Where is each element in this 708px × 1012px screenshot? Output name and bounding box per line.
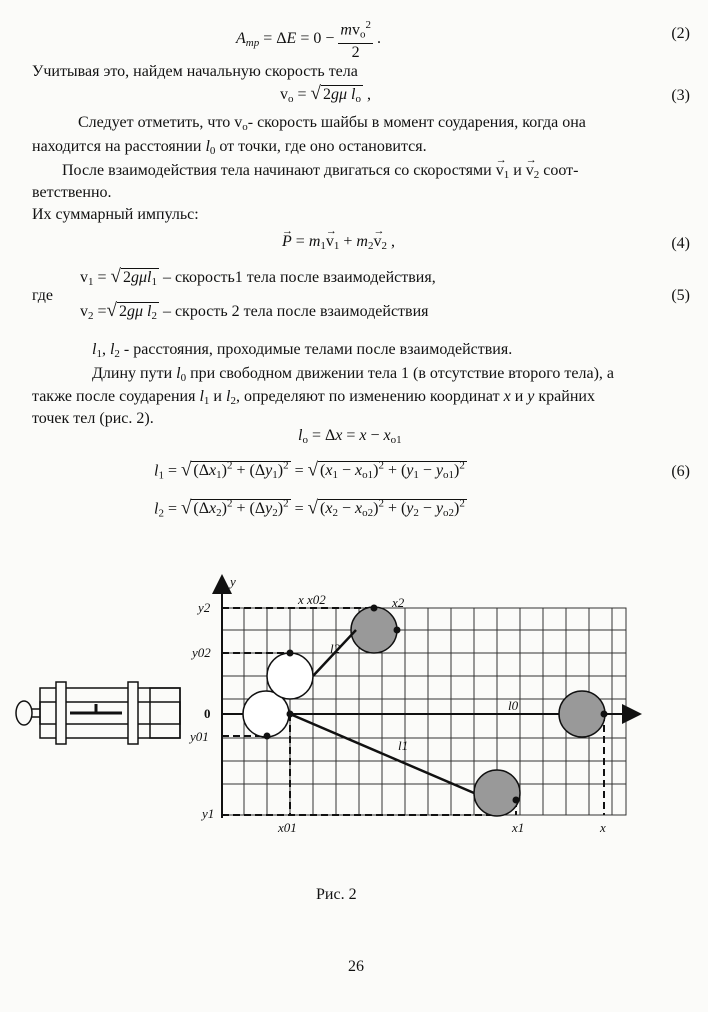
figure-caption: Рис. 2 — [316, 886, 357, 903]
paragraph-4: Их суммарный импульс: — [32, 206, 199, 223]
launcher-device-icon — [16, 682, 180, 744]
label-y2: y2 — [198, 600, 211, 615]
paragraph-2-line-1: Следует отметить, что $v_o-$ скорость шайбы в момент соударения, когда она — [78, 114, 586, 133]
equation-5-line-2: $v_2$ =√ 2gμ $l_2$ – скрость 2 тела после взаимодействия — [80, 300, 429, 322]
label-x2: x2 — [392, 595, 405, 610]
label-y-axis: y — [230, 574, 236, 589]
equation-3: $v_o$ = √ 2gμ $l_o$ , — [280, 83, 371, 105]
paragraph-3-line-1: После взаимодействия тела начинают двигаться со скоростями → $v_1$ $и \to v_2$ соот- — [62, 161, 578, 185]
equation-2: $A_{mp} = \Delta E = 0$ − $\frac{mv_o^2}{2}$ . — [236, 16, 381, 62]
body-2-final — [351, 607, 397, 653]
paragraph-6-line-3: точек тел (рис. 2). — [32, 410, 154, 427]
label-y02: y02 — [192, 645, 211, 660]
equation-4-number: (4) — [671, 235, 690, 252]
contact-points — [264, 605, 608, 804]
equation-6-number: (6) — [671, 463, 690, 480]
label-x: x — [600, 820, 606, 835]
paragraph-5: $l_1$, $l_2$ - расстояния, проходимые телами после взаимодействия. — [92, 341, 513, 360]
label-x1: x1 — [512, 820, 525, 835]
paragraph-6-line-1: Длину пути $l_0$ при свободном движении тела 1 (в отсутствие второго тела), а — [92, 365, 614, 384]
paragraph-2-line-2: находится на расстоянии $l_0$ от точки, где оно остановится. — [32, 138, 427, 157]
equation-6-line-3: $l_2$ = √ $(\Delta x_2)^2 + (\Delta y_2)^2$ = √ $(x_2 - x_{o2})^2 + (y_2 - y_{o2})^2$ — [154, 497, 465, 520]
label-x-x02: x x02 — [298, 592, 326, 607]
label-zero: 0 — [204, 706, 211, 721]
equation-2-number: (2) — [671, 25, 690, 42]
equation-6-line-1: $l_o = \Delta x = x - x_{o1}$ — [298, 427, 402, 446]
label-l0: l0 — [508, 698, 519, 713]
label-y1: y1 — [202, 806, 215, 821]
paragraph-3-line-2: ветственно. — [32, 184, 112, 201]
equation-6-line-2: $l_1$ = √ $(\Delta x_1)^2 + (\Delta y_1)^2$ = √ $(x_1 - x_{o1})^2 + (y_1 - y_{o1})^2$ — [154, 459, 465, 482]
body-1-free — [559, 691, 605, 737]
label-l1: l1 — [398, 738, 409, 753]
paragraph-6-line-2: также после соударения $l_1$ и $l_2$, определяют по изменению координат x и y крайних — [32, 388, 595, 407]
paragraph-1: Учитывая это, найдем начальную скорость тела — [32, 63, 358, 80]
page-number: 26 — [348, 958, 364, 975]
equation-3-number: (3) — [671, 87, 690, 104]
where-label: где — [32, 287, 54, 304]
body-2-initial — [267, 653, 313, 699]
label-y01: y01 — [190, 729, 209, 744]
body-1-final — [474, 770, 520, 816]
equation-5-number: (5) — [671, 287, 690, 304]
equation-4: → $P = m_1\to v_1 + m_2\to v_2$ , — [282, 232, 395, 256]
equation-5-line-1: $v_1$ = √ 2gμl$_1$ – скорость1 тела после взаимодействия, — [80, 266, 436, 288]
figure-2 — [0, 560, 708, 850]
label-x01: x01 — [278, 820, 297, 835]
label-l2: l2 — [330, 641, 341, 656]
